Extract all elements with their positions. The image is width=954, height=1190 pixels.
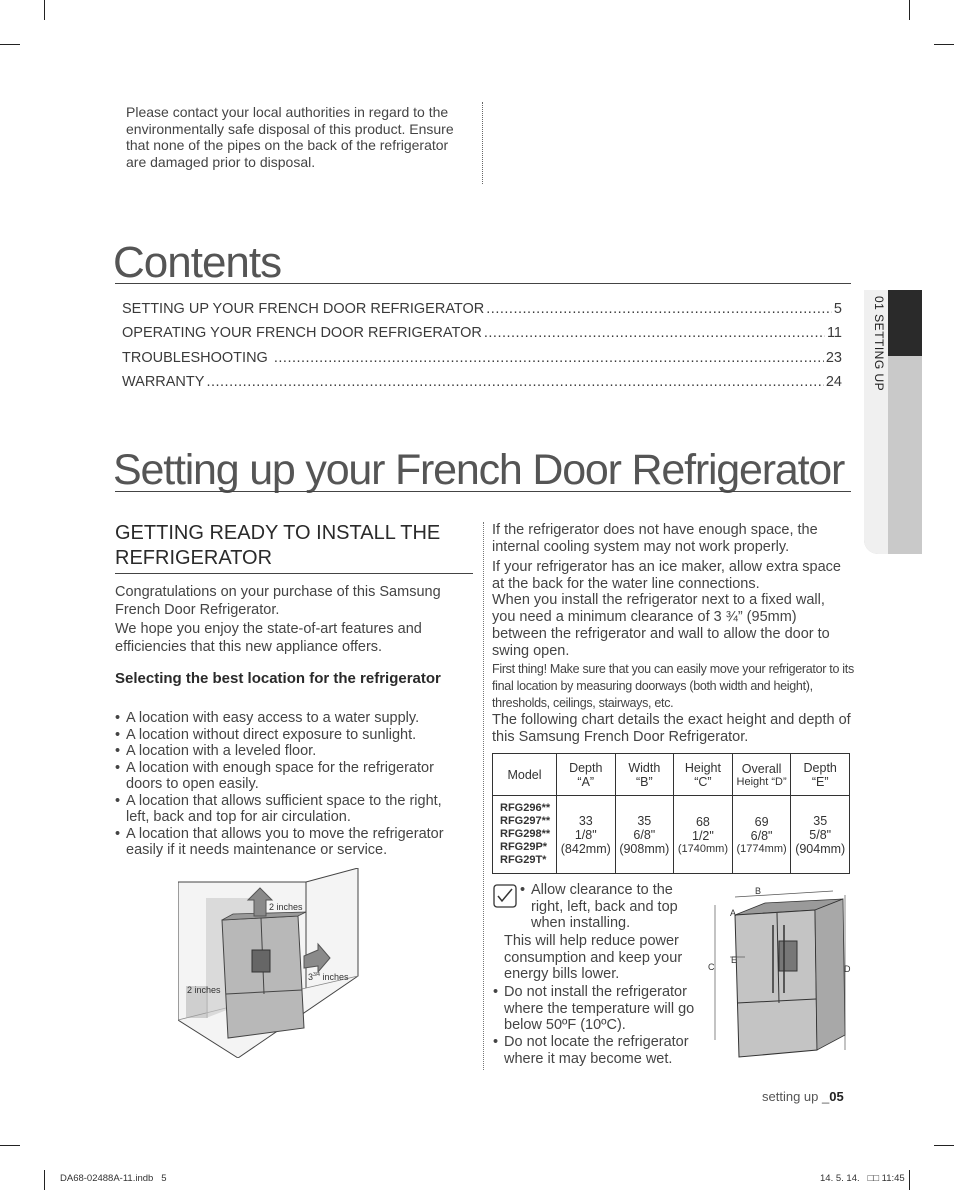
header-depth-a: Depth “A”	[557, 754, 616, 796]
dim-label-a: A	[730, 908, 737, 918]
toc-page: 24	[825, 374, 842, 390]
table-header-row	[493, 754, 850, 796]
list-item: • A location that allows sufficient space to the right, left, back and top for air circulation.	[115, 793, 460, 826]
toc-entry[interactable]	[122, 301, 842, 317]
crop-mark	[0, 1145, 20, 1146]
clearance-label-top: 2 inches	[269, 902, 303, 912]
crop-mark	[909, 1170, 910, 1190]
page-footer	[762, 1089, 844, 1104]
ice-maker-paragraph: If your refrigerator has an ice maker, allow extra space at the back for the water line connections.	[492, 559, 841, 592]
dim-label-b: B	[755, 886, 762, 896]
cell-depth-e: 35 5/8" (904mm)	[791, 796, 850, 874]
heading-rule	[115, 573, 473, 574]
cell-width-b: 35 6/8" (908mm)	[615, 796, 674, 874]
note-clearance: • Allow clearance to the right, left, back and top when installing.	[520, 882, 690, 932]
location-list	[115, 710, 460, 859]
toc-label: OPERATING YOUR FRENCH DOOR REFRIGERATOR	[122, 325, 482, 341]
toc-entry[interactable]	[122, 325, 842, 341]
page-number: 05	[829, 1089, 844, 1104]
side-tab-marker	[888, 290, 922, 356]
dim-label-e: E	[731, 955, 738, 965]
clearance-label-right	[308, 972, 349, 982]
crop-mark	[0, 44, 20, 45]
print-file-info: DA68-02488A-11.indb 5	[60, 1173, 167, 1184]
contents-title: Contents	[113, 238, 282, 287]
toc-label: TROUBLESHOOTING	[122, 350, 272, 366]
model-list: RFG296** RFG297** RFG298** RFG29P* RFG29T*	[493, 796, 557, 874]
list-item: • A location that allows you to move the refrigerator easily if it needs maintenance or service.	[115, 826, 460, 859]
intro-paragraph-2: We hope you enjoy the state-of-art features and efficiencies that this new appliance offers.	[115, 621, 422, 655]
list-item: • A location with enough space for the refrigerator doors to open easily.	[115, 760, 460, 793]
toc-entry[interactable]	[122, 350, 842, 366]
section-title: Setting up your French Door Refrigerator	[113, 446, 845, 494]
warning-wet: • Do not locate the refrigerator where it may become wet.	[493, 1034, 703, 1067]
getting-ready-heading: GETTING READY TO INSTALL THE REFRIGERATOR	[115, 522, 441, 569]
header-model: Model	[493, 754, 557, 796]
column-divider	[483, 522, 484, 1070]
toc-page: 11	[826, 325, 842, 341]
clearance-illustration	[178, 868, 363, 1058]
crop-mark	[44, 1170, 45, 1190]
warning-temperature: • Do not install the refrigerator where the temperature will go below 50ºF (10ºC).	[493, 984, 703, 1034]
toc-page: 23	[825, 350, 842, 366]
intro-paragraph-1: Congratulations on your purchase of this Samsung French Door Refrigerator.	[115, 584, 441, 618]
title-rule	[115, 283, 851, 284]
header-height-d: Overall Height “D”	[732, 754, 791, 796]
toc-entry[interactable]	[122, 374, 842, 390]
clearance-label-left: 2 inches	[187, 985, 221, 995]
location-subheading: Selecting the best location for the refrigerator	[115, 670, 441, 687]
clearance-unit: inches	[322, 972, 349, 982]
dimension-diagram	[705, 885, 855, 1060]
cell-height-d: 69 6/8" (1774mm)	[732, 796, 791, 874]
section-rule	[115, 491, 851, 492]
crop-mark	[934, 1145, 954, 1146]
toc-label: WARRANTY	[122, 374, 205, 390]
space-paragraph: If the refrigerator does not have enough space, the internal cooling system may not work properly.	[492, 522, 818, 555]
header-width-b: Width “B”	[615, 754, 674, 796]
footer-text: setting up _	[762, 1089, 830, 1104]
chart-paragraph: The following chart details the exact height and depth of this Samsung French Door Refrigerator.	[492, 712, 851, 745]
table-row	[493, 796, 850, 874]
cell-depth-a: 33 1/8" (842mm)	[557, 796, 616, 874]
divider	[482, 102, 483, 184]
list-item: • A location with easy access to a water supply.	[115, 710, 460, 727]
crop-mark	[909, 0, 910, 20]
dimensions-table	[492, 753, 850, 874]
dim-label-c: C	[708, 962, 715, 972]
clearance-fraction: 3/4	[313, 972, 320, 978]
header-height-c: Height “C”	[674, 754, 733, 796]
side-tab-label: 01 SETTING UP	[872, 296, 886, 392]
crop-mark	[44, 0, 45, 20]
note-energy: This will help reduce power consumption and keep your energy bills lower.	[504, 933, 683, 982]
toc-label: SETTING UP YOUR FRENCH DOOR REFRIGERATOR	[122, 301, 485, 317]
cell-height-c: 68 1/2" (1740mm)	[674, 796, 733, 874]
note-icon	[493, 884, 517, 908]
dim-label-d: D	[844, 964, 851, 974]
header-depth-e: Depth “E”	[791, 754, 850, 796]
toc-page: 5	[833, 301, 842, 317]
measure-paragraph: First thing! Make sure that you can easily move your refrigerator to its final location by measuring doorways (both width and height), thresholds, ceilings, stairways, etc.	[492, 662, 854, 710]
crop-mark	[934, 44, 954, 45]
disposal-note: Please contact your local authorities in regard to the environmentally safe disposal of this product. Ensure that none of the pipes on the back of the refrigerator are damaged prior to disposal.	[126, 104, 454, 170]
clearance-number: 3	[308, 972, 314, 982]
wall-paragraph: When you install the refrigerator next to a fixed wall, you need a minimum clearance of 3 ¾” (95mm) between the refrigerator and wall to allow the door to swing open.	[492, 592, 830, 659]
print-date-info: 14. 5. 14. □□ 11:45	[820, 1173, 905, 1184]
list-item: • A location without direct exposure to sunlight.	[115, 727, 460, 744]
list-item: • A location with a leveled floor.	[115, 743, 460, 760]
